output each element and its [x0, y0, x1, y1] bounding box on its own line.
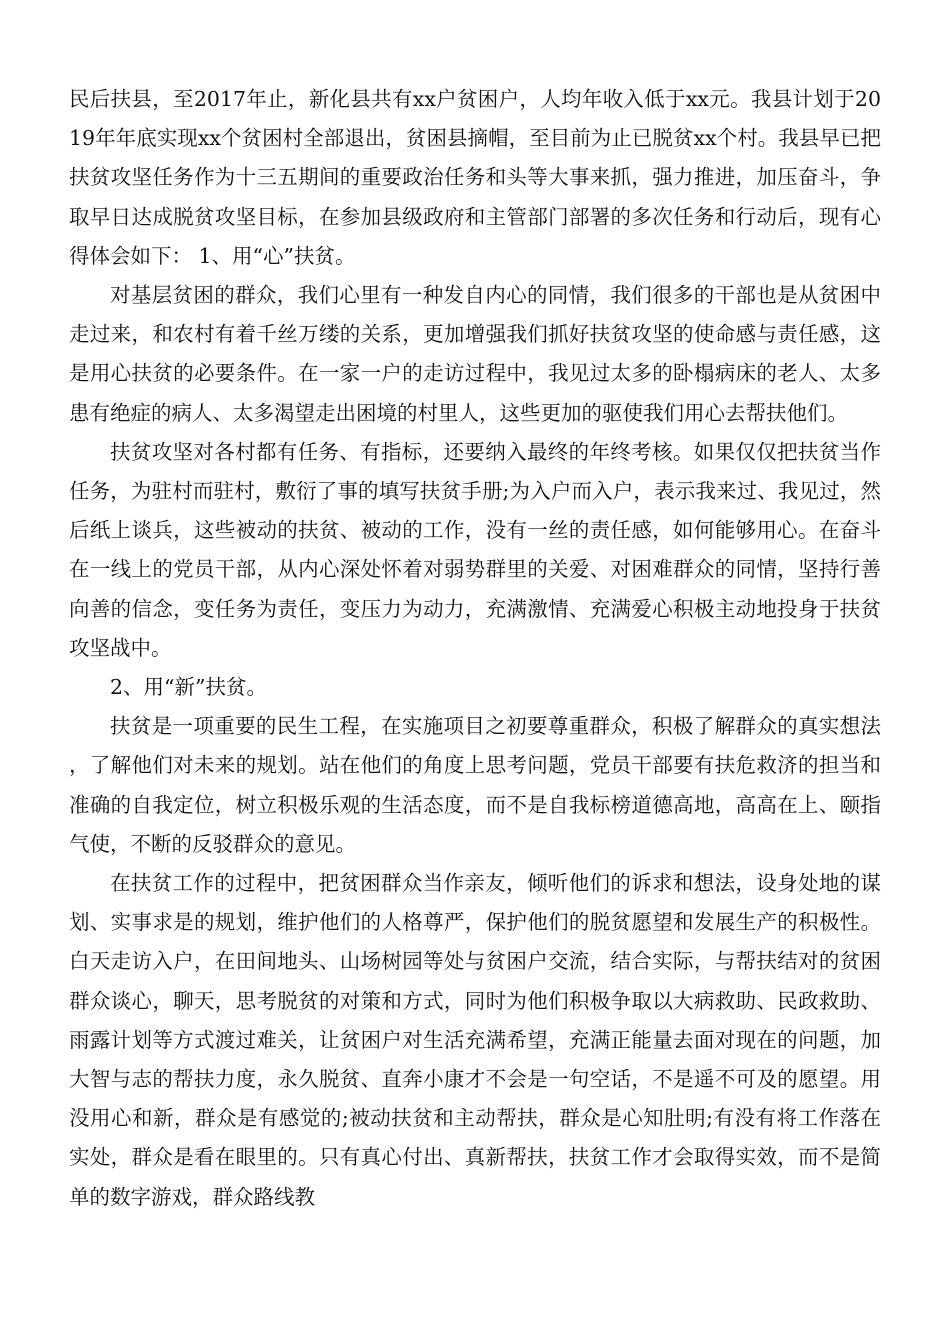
section-heading-new: 2、用“新”扶贫。: [110, 675, 268, 700]
paragraph-work-process: 在扶贫工作的过程中，把贫困群众当作亲友，倾听他们的诉求和想法，设身处地的谋划、实事求是的规划，维护他们的人格尊严，保护他们的脱贫愿望和发展生产的积极性。白天走访入户，在田间地头、山场树园等处与贫困户交流，结合实际，与帮扶结对的贫困群众谈心，聊天，思考脱贫的对策和方式，同时为他们积极争取以大病救助、民政救助、雨露计划等方式渡过难关，让贫困户对生活充满希望，充满正能量去面对现在的问题，加大智与志的帮扶力度，永久脱贫、直奔小康才不会是一句空话，不是遥不可及的愿望。用没用心和新，群众是有感觉的;被动扶贫和主动帮扶，群众是心知肚明;有没有将工作落在实处，群众是看在眼里的。只有真心付出、真新帮扶，扶贫工作才会取得实效，而不是简单的数字游戏，群众路线教: [69, 871, 881, 1209]
paragraph-respect-masses: 扶贫是一项重要的民生工程，在实施项目之初要尊重群众，积极了解群众的真实想法，了解他们对未来的规划。站在他们的角度上思考问题，党员干部要有扶危救济的担当和准确的自我定位，树立积极乐观的生活态度，而不是自我标榜道德高地，高高在上、颐指气使，不断的反驳群众的意见。: [69, 714, 881, 856]
document-body: [69, 80, 881, 1217]
paragraph-intro: 民后扶县，至2017年止，新化县共有xx户贫困户，人均年收入低于xx元。我县计划于2019年年底实现xx个贫困村全部退出，贫困县摘帽，至目前为止已脱贫xx个村。我县早已把扶贫攻坚任务作为十三五期间的重要政治任务和头等大事来抓，强力推进，加压奋斗，争取早日达成脱贫攻坚目标，在参加县级政府和主管部门部署的多次任务和行动后，现有心得体会如下： 1、用“心”扶贫。: [69, 87, 881, 268]
paragraph-responsibility: 扶贫攻坚对各村都有任务、有指标，还要纳入最终的年终考核。如果仅仅把扶贫当作任务，为驻村而驻村，敷衍了事的填写扶贫手册;为入户而入户，表示我来过、我见过，然后纸上谈兵，这些被动的扶贫、被动的工作，没有一丝的责任感，如何能够用心。在奋斗在一线上的党员干部，从内心深处怀着对弱势群里的关爱、对困难群众的同情，坚持行善向善的信念，变任务为责任，变压力为动力，充满激情、充满爱心积极主动地投身于扶贫攻坚战中。: [69, 439, 881, 660]
paragraph-sympathy: 对基层贫困的群众，我们心里有一种发自内心的同情，我们很多的干部也是从贫困中走过来，和农村有着千丝万缕的关系，更加增强我们抓好扶贫攻坚的使命感与责任感，这是用心扶贫的必要条件。在一家一户的走访过程中，我见过太多的卧榻病床的老人、太多患有绝症的病人、太多渴望走出困境的村里人，这些更加的驱使我们用心去帮扶他们。: [69, 283, 881, 425]
